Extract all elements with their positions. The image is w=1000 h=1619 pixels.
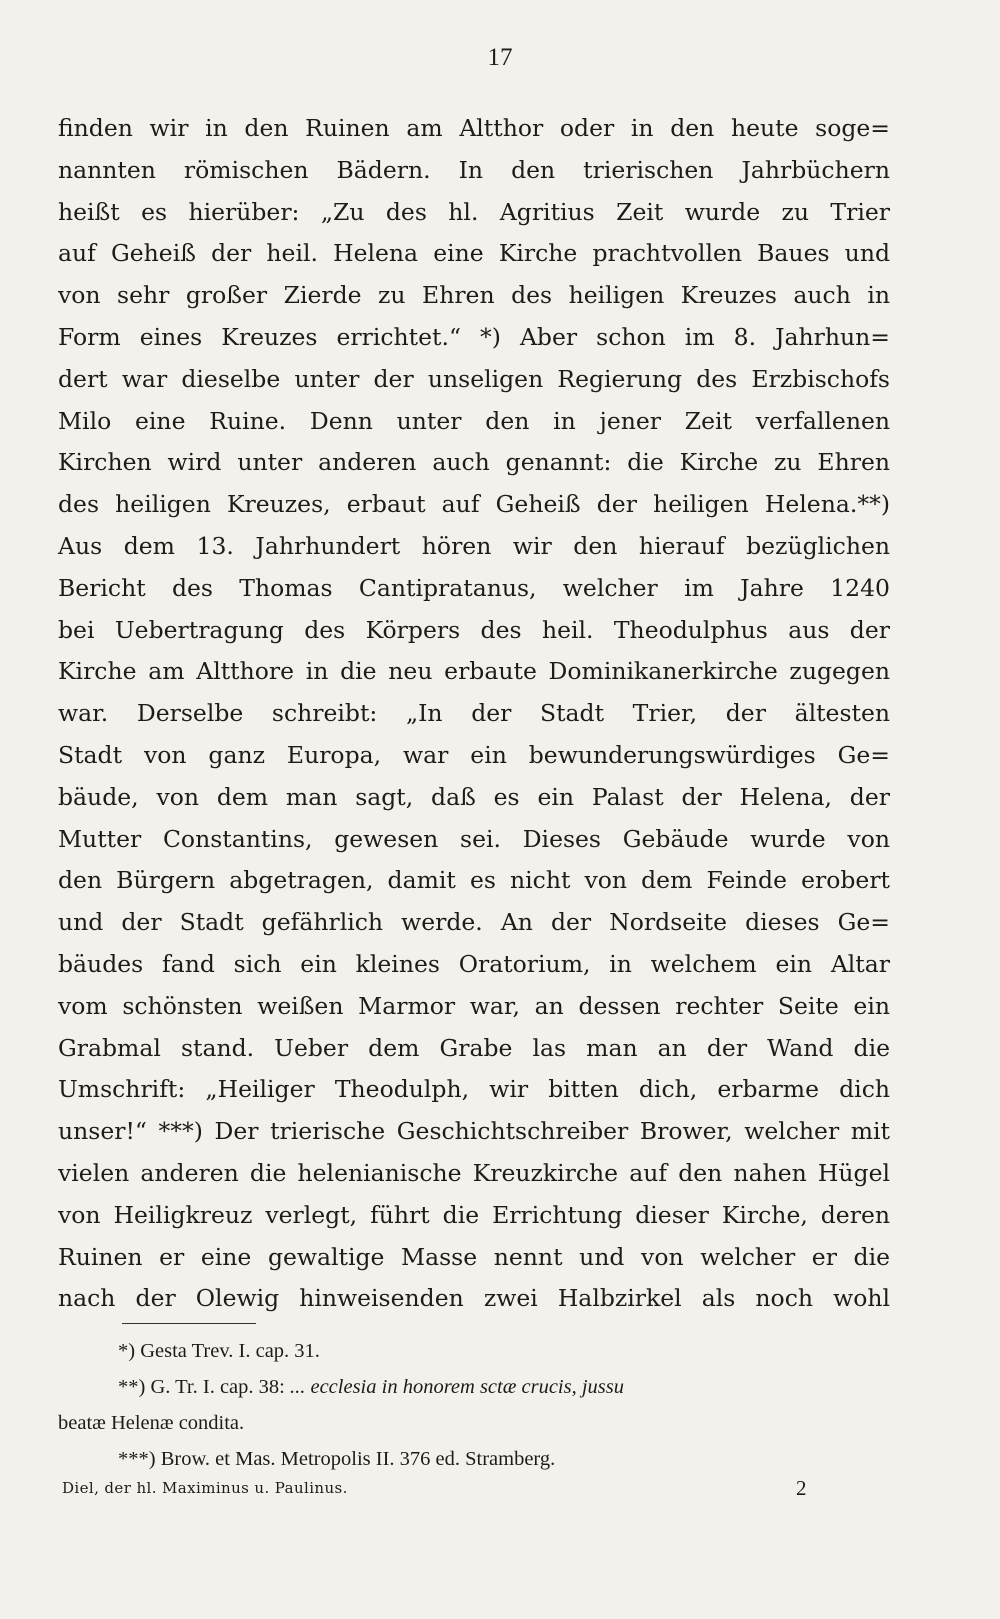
text-line: des heiligen Kreuzes, erbaut auf Geheiß der heiligen Helena.**) (58, 490, 890, 519)
text-line: nach der Olewig hinweisenden zwei Halbzirkel als noch wohl (58, 1284, 890, 1313)
text-line: vom schönsten weißen Marmor war, an dessen rechter Seite ein (58, 991, 890, 1020)
text-line: von Heiligkreuz verlegt, führt die Errichtung dieser Kirche, deren (58, 1200, 890, 1229)
text-line: vielen anderen die helenianische Kreuzkirche auf den nahen Hügel (58, 1158, 890, 1187)
text-line: war. Derselbe schreibt: „In der Stadt Trier, der ältesten (58, 699, 890, 728)
text-line: den Bürgern abgetragen, damit es nicht von dem Feinde erobert (58, 866, 890, 895)
text-line: Form eines Kreuzes errichtet.“ *) Aber schon im 8. Jahrhun= (58, 322, 890, 351)
text-line: Mutter Constantins, gewesen sei. Dieses Gebäude wurde von (58, 824, 890, 853)
text-line: auf Geheiß der heil. Helena eine Kirche prachtvollen Baues und (58, 239, 890, 268)
text-line: bäudes fand sich ein kleines Oratorium, in welchem ein Altar (58, 949, 890, 978)
footnote-2-continuation: beatæ Helenæ condita. (58, 1412, 245, 1434)
footnote-separator (122, 1323, 256, 1324)
text-line: bäude, von dem man sagt, daß es ein Palast der Helena, der (58, 782, 890, 811)
page-number: 17 (487, 44, 513, 71)
text-line: nannten römischen Bädern. In den trierischen Jahrbüchern (58, 155, 890, 184)
text-line: bei Uebertragung des Körpers des heil. Theodulphus aus der (58, 615, 890, 644)
footnote-2 (58, 1369, 890, 1405)
footnote-2-quote: ... ecclesia in honorem sctæ crucis, jussu (289, 1376, 625, 1398)
footnote-2-ref: **) G. Tr. I. cap. 38: (118, 1376, 290, 1398)
text-line: Stadt von ganz Europa, war ein bewunderungswürdiges Ge= (58, 740, 890, 769)
text-line: Milo eine Ruine. Denn unter den in jener Zeit verfallenen (58, 406, 890, 435)
body-text (58, 108, 890, 1320)
text-line: Grabmal stand. Ueber dem Grabe las man an der Wand die (58, 1033, 890, 1062)
text-line: von sehr großer Zierde zu Ehren des heiligen Kreuzes auch in (58, 281, 890, 310)
signature-line: Diel, der hl. Maximinus u. Paulinus. (62, 1479, 348, 1497)
footnotes (58, 1333, 890, 1477)
text-line: und der Stadt gefährlich werde. An der Nordseite dieses Ge= (58, 908, 890, 937)
text-line: Ruinen er eine gewaltige Masse nennt und von welcher er die (58, 1242, 890, 1271)
text-line: Kirchen wird unter anderen auch genannt: die Kirche zu Ehren (58, 448, 890, 477)
sheet-number: 2 (796, 1476, 807, 1500)
text-line: Kirche am Altthore in die neu erbaute Dominikanerkirche zugegen (58, 657, 890, 686)
text-line: Bericht des Thomas Cantipratanus, welcher im Jahre 1240 (58, 573, 890, 602)
text-line: dert war dieselbe unter der unseligen Regierung des Erzbischofs (58, 364, 890, 393)
footnote-1: *) Gesta Trev. I. cap. 31. (118, 1340, 320, 1362)
text-line: Aus dem 13. Jahrhundert hören wir den hierauf bezüglichen (58, 531, 890, 560)
text-line: finden wir in den Ruinen am Altthor oder in den heute soge= (58, 114, 890, 142)
text-line: heißt es hierüber: „Zu des hl. Agritius Zeit wurde zu Trier (58, 197, 890, 226)
text-line: Umschrift: „Heiliger Theodulph, wir bitten dich, erbarme dich (58, 1075, 890, 1104)
footnote-3: ***) Brow. et Mas. Metropolis II. 376 ed. Stramberg. (118, 1448, 556, 1470)
text-line: unser!“ ***) Der trierische Geschichtschreiber Brower, welcher mit (58, 1117, 890, 1146)
